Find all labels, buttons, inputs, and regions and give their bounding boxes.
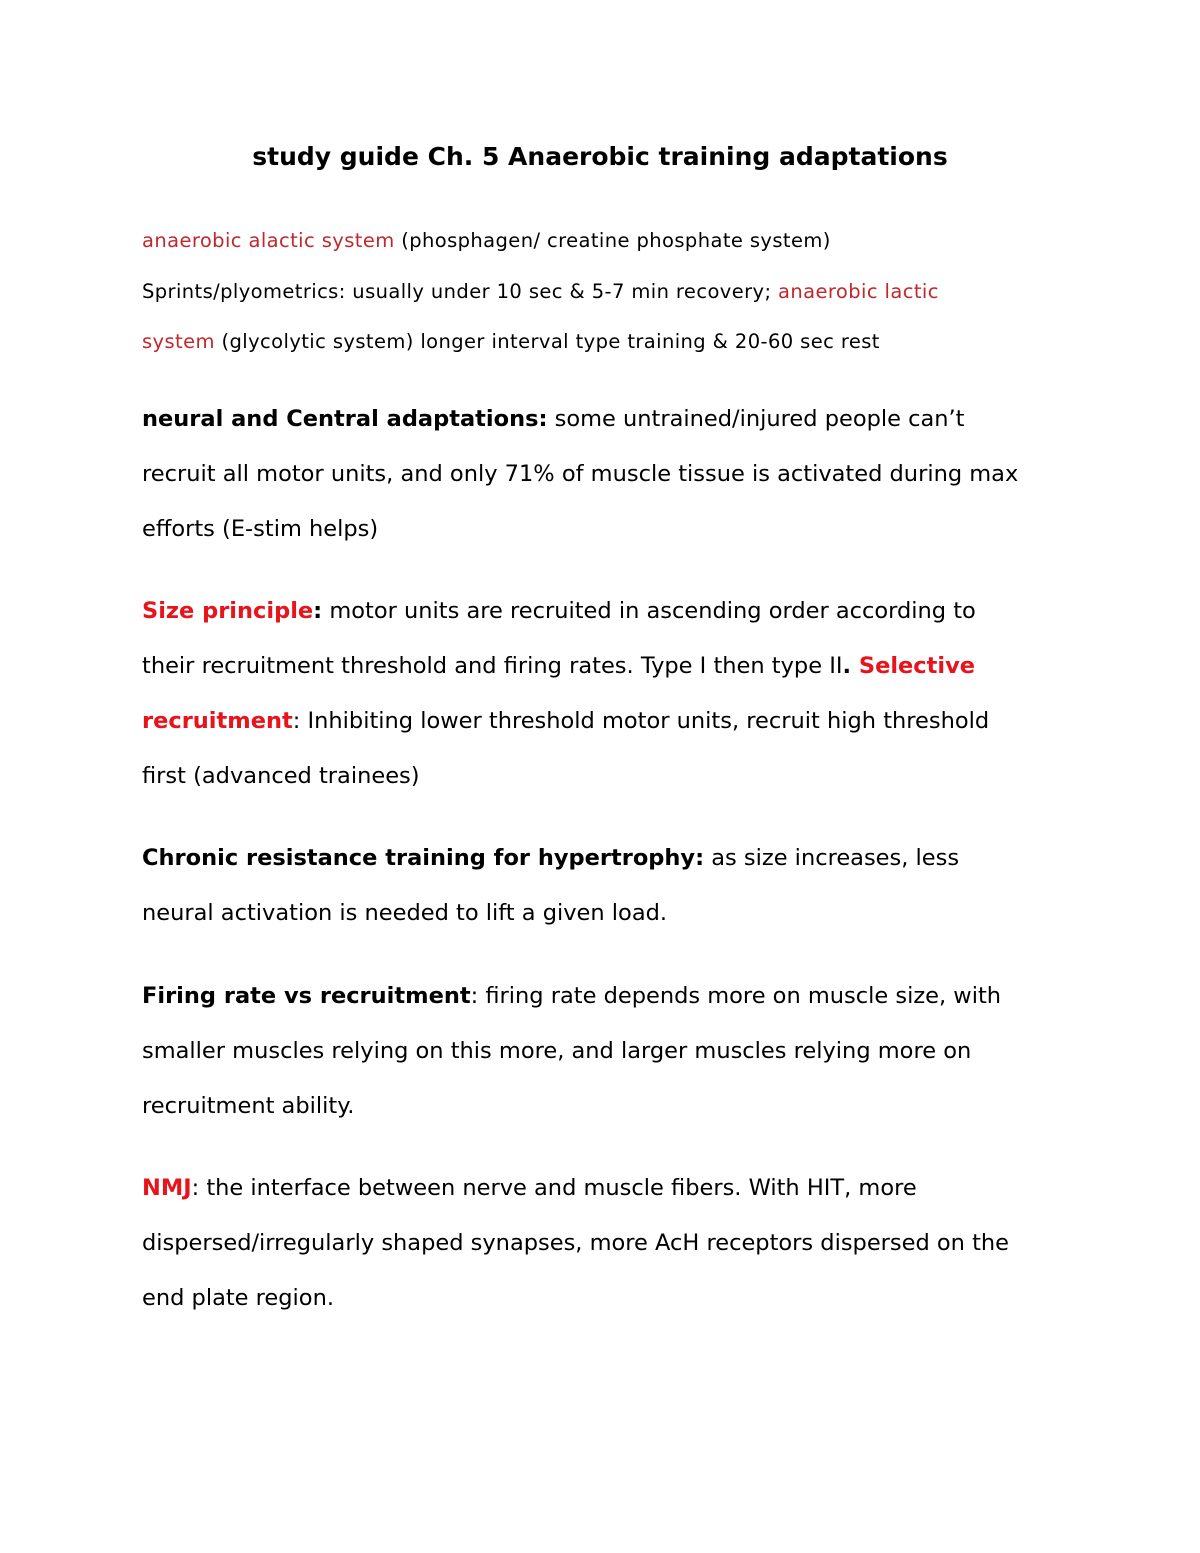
energy-systems-line-1: [142, 216, 1072, 267]
term-anaerobic-alactic: anaerobic alactic system: [142, 229, 395, 252]
firing-rate-line-1: [142, 969, 1072, 1024]
energy-systems-line-3-text: (glycolytic system) longer interval type training & 20-60 sec rest: [214, 330, 880, 353]
term-anaerobic-lactic-continued: system: [142, 330, 215, 353]
neural-line-1-text: some untrained/injured people can’t: [547, 406, 965, 432]
neural-line-1: [142, 392, 1072, 447]
energy-systems-line-2-text: Sprints/plyometrics: usually under 10 sec & 5-7 min recovery;: [142, 279, 779, 303]
nmj-line-3: end plate region.: [142, 1285, 334, 1311]
hypertrophy-line-2: neural activation is needed to lift a given load.: [142, 900, 668, 926]
hypertrophy-line-1-text: as size increases, less: [704, 845, 960, 871]
neural-heading: neural and Central adaptations:: [142, 406, 548, 432]
term-anaerobic-lactic: anaerobic lactic: [778, 279, 939, 303]
size-principle-paragraph: [142, 584, 1072, 804]
term-selective-recruitment-continued: recruitment: [142, 708, 293, 734]
hypertrophy-heading: Chronic resistance training for hypertrophy:: [142, 845, 705, 871]
size-principle-line-4: first (advanced trainees): [142, 763, 420, 789]
energy-systems-paragraph: [142, 216, 1072, 368]
term-selective-recruitment: Selective: [858, 653, 976, 679]
term-nmj: NMJ: [142, 1175, 192, 1201]
firing-rate-paragraph: [142, 969, 1072, 1134]
size-principle-line-3: [142, 694, 1072, 749]
energy-systems-line-3: [142, 317, 1072, 368]
nmj-line-2: dispersed/irregularly shaped synapses, more AcH receptors dispersed on the: [142, 1230, 1010, 1256]
size-principle-line-2: [142, 639, 1072, 694]
neural-line-2: recruit all motor units, and only 71% of muscle tissue is activated during max: [142, 461, 1019, 487]
firing-rate-line-2: smaller muscles relying on this more, and larger muscles relying more on: [142, 1038, 972, 1064]
size-principle-line-1-text: motor units are recruited in ascending order according to: [322, 598, 976, 624]
size-principle-line-3-text: : Inhibiting lower threshold motor units, recruit high threshold: [292, 708, 990, 734]
nmj-line-1-text: : the interface between nerve and muscle fibers. With HIT, more: [191, 1175, 917, 1201]
size-principle-period: .: [842, 653, 859, 679]
document-title: study guide Ch. 5 Anaerobic training adaptations: [252, 142, 948, 171]
size-principle-line-1: [142, 584, 1072, 639]
neural-line-3: efforts (E-stim helps): [142, 516, 379, 542]
neural-adaptations-paragraph: [142, 392, 1072, 557]
firing-rate-line-1-text: : firing rate depends more on muscle size, with: [470, 983, 1002, 1009]
hypertrophy-paragraph: [142, 831, 1072, 941]
size-principle-line-2-text: their recruitment threshold and firing rates. Type I then type II: [142, 653, 843, 679]
energy-systems-line-1-text: (phosphagen/ creatine phosphate system): [394, 229, 831, 252]
nmj-line-1: [142, 1161, 1072, 1216]
firing-rate-heading: Firing rate vs recruitment: [142, 983, 471, 1009]
energy-systems-line-2: [142, 267, 1072, 318]
hypertrophy-line-1: [142, 831, 1072, 886]
term-size-principle: Size principle: [142, 598, 314, 624]
firing-rate-line-3: recruitment ability.: [142, 1093, 355, 1119]
size-principle-colon: :: [313, 598, 323, 624]
nmj-paragraph: [142, 1161, 1072, 1326]
